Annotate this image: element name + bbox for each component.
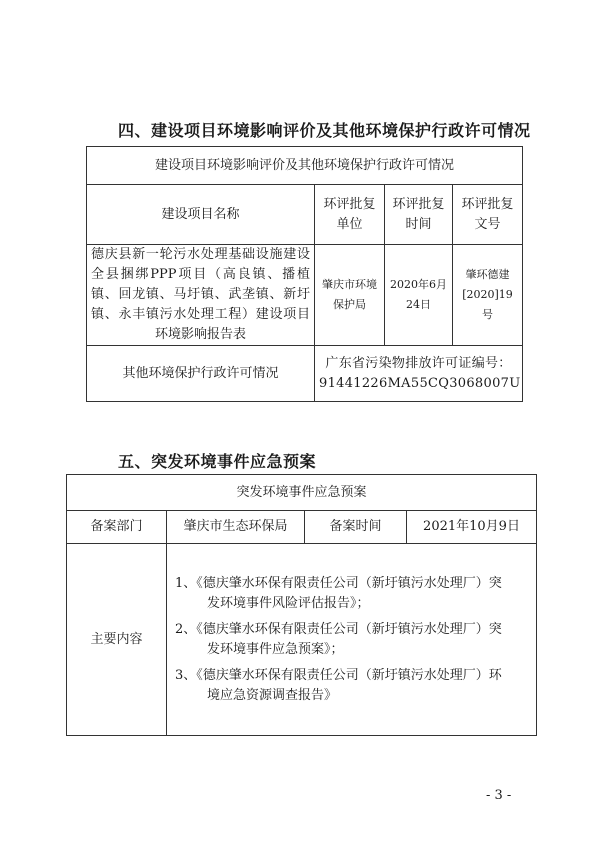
approval-unit-cell: 肇庆市环境保护局 xyxy=(315,245,385,346)
list-item-continuation: 发环境事件应急预案》； xyxy=(207,641,344,657)
project-name-cell: 德庆县新一轮污水处理基础设施建设全县捆绑PPP项目（高良镇、播植镇、回龙镇、马圩镇、武垄镇、新圩镇、永丰镇污水处理工程）建设项目环境影响报告表 xyxy=(87,245,315,346)
filing-dept-value: 肇庆市生态环保局 xyxy=(167,511,305,544)
content-list xyxy=(167,544,537,736)
list-item-continuation: 发环境事件风险评估报告》； xyxy=(207,595,370,611)
content-label: 主要内容 xyxy=(67,544,167,736)
eia-permit-table xyxy=(86,146,523,402)
other-permit-value: 广东省污染物排放许可证编号：91441226MA55CQ3068007U xyxy=(315,346,523,402)
filing-dept-label: 备案部门 xyxy=(67,511,167,544)
header-project-name: 建设项目名称 xyxy=(87,185,315,245)
filing-time-value: 2021年10月9日 xyxy=(407,511,537,544)
header-approval-number: 环评批复文号 xyxy=(453,185,523,245)
section-4-heading: 四、建设项目环境影响评价及其他环境保护行政许可情况 xyxy=(118,121,531,140)
filing-time-label: 备案时间 xyxy=(305,511,407,544)
header-approval-unit: 环评批复单位 xyxy=(315,185,385,245)
list-item xyxy=(175,666,530,706)
list-item xyxy=(175,620,530,660)
page-number: - 3 - xyxy=(486,788,512,803)
emergency-table-title: 突发环境事件应急预案 xyxy=(67,475,537,511)
list-item-continuation: 境应急资源调查报告》 xyxy=(207,687,338,703)
approval-number-cell: 肇环德建[2020]19号 xyxy=(453,245,523,346)
list-item-first-line: 2、《德庆肇水环保有限责任公司（新圩镇污水处理厂）突 xyxy=(175,621,502,637)
list-item-first-line: 3、《德庆肇水环保有限责任公司（新圩镇污水处理厂）环 xyxy=(175,667,502,683)
list-item-first-line: 1、《德庆肇水环保有限责任公司（新圩镇污水处理厂）突 xyxy=(175,575,502,591)
approval-time-cell: 2020年6月24日 xyxy=(385,245,453,346)
section-5-heading: 五、突发环境事件应急预案 xyxy=(118,452,317,471)
list-item xyxy=(175,574,530,614)
other-permit-label: 其他环境保护行政许可情况 xyxy=(87,346,315,402)
eia-table-title: 建设项目环境影响评价及其他环境保护行政许可情况 xyxy=(87,147,523,185)
header-approval-time: 环评批复时间 xyxy=(385,185,453,245)
emergency-plan-table xyxy=(66,474,537,736)
